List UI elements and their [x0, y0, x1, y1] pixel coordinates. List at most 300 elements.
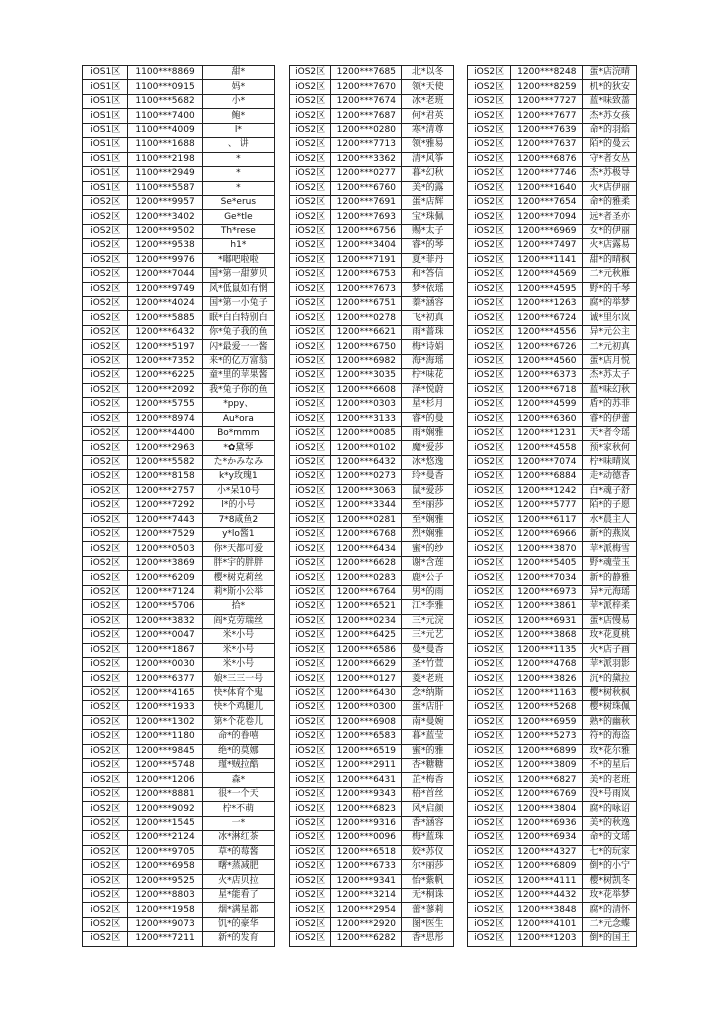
- account-id-cell: 1200***0030: [128, 657, 202, 671]
- table-row: [290, 268, 454, 282]
- server-cell: iOS2区: [468, 860, 511, 874]
- account-id-cell: 1200***6518: [331, 845, 402, 859]
- account-id-cell: 1200***6519: [331, 744, 402, 758]
- account-id-cell: 1200***6209: [128, 571, 202, 585]
- table-row: [83, 499, 275, 513]
- server-cell: iOS2区: [468, 600, 511, 614]
- account-id-cell: 1200***8881: [128, 787, 202, 801]
- winner-table-middle: [289, 65, 454, 947]
- table-row: [290, 903, 454, 917]
- account-id-cell: 1200***4569: [511, 268, 583, 282]
- table-row: [468, 484, 637, 498]
- table-row: [83, 239, 275, 253]
- nickname-cell: 异*元公主: [583, 325, 637, 339]
- server-cell: iOS2区: [468, 354, 511, 368]
- table-row: [83, 730, 275, 744]
- table-row: [468, 528, 637, 542]
- table-row: [83, 759, 275, 773]
- table-row: [468, 325, 637, 339]
- account-id-cell: 1200***1141: [511, 253, 583, 267]
- server-cell: iOS1区: [83, 167, 128, 181]
- server-cell: iOS2区: [290, 629, 331, 643]
- account-id-cell: 1200***7352: [128, 354, 202, 368]
- server-cell: iOS2区: [468, 297, 511, 311]
- nickname-cell: 寒*清尊: [402, 123, 454, 137]
- table-row: [83, 167, 275, 181]
- server-cell: iOS2区: [83, 297, 128, 311]
- table-row: [468, 701, 637, 715]
- nickname-cell: Ge*tle: [202, 210, 274, 224]
- server-cell: iOS2区: [290, 831, 331, 845]
- nickname-cell: 念*纳斯: [402, 686, 454, 700]
- table-row: [83, 614, 275, 628]
- server-cell: iOS2区: [290, 311, 331, 325]
- account-id-cell: 1200***5777: [511, 499, 583, 513]
- account-id-cell: 1200***7685: [331, 66, 402, 80]
- nickname-cell: 天*者令瑶: [583, 426, 637, 440]
- server-cell: iOS1区: [83, 181, 128, 195]
- account-id-cell: 1200***9525: [128, 874, 202, 888]
- account-id-cell: 1200***9705: [128, 845, 202, 859]
- account-id-cell: 1200***1231: [511, 426, 583, 440]
- account-id-cell: 1200***5268: [511, 701, 583, 715]
- account-id-cell: 1200***1180: [128, 730, 202, 744]
- table-row: [290, 297, 454, 311]
- nickname-cell: 水*晨主人: [583, 513, 637, 527]
- nickname-cell: 三*元艺: [402, 629, 454, 643]
- nickname-cell: 野*的千琴: [583, 282, 637, 296]
- nickname-cell: 命*的羽焰: [583, 123, 637, 137]
- nickname-cell: 泽*悦蔚: [402, 383, 454, 397]
- account-id-cell: 1200***4558: [511, 441, 583, 455]
- server-cell: iOS2区: [290, 340, 331, 354]
- server-cell: iOS2区: [468, 123, 511, 137]
- server-cell: iOS2区: [468, 903, 511, 917]
- server-cell: iOS2区: [290, 556, 331, 570]
- table-row: [468, 585, 637, 599]
- server-cell: iOS2区: [83, 932, 128, 946]
- account-id-cell: 1200***6760: [331, 181, 402, 195]
- table-row: [468, 600, 637, 614]
- account-id-cell: 1200***0303: [331, 398, 402, 412]
- nickname-cell: 走*动德香: [583, 470, 637, 484]
- server-cell: iOS2区: [290, 239, 331, 253]
- server-cell: iOS2区: [83, 195, 128, 209]
- server-cell: iOS2区: [290, 455, 331, 469]
- nickname-cell: 至*丽莎: [402, 499, 454, 513]
- table-row: [468, 787, 637, 801]
- table-row: [290, 542, 454, 556]
- table-row: [468, 224, 637, 238]
- table-row: [468, 383, 637, 397]
- account-id-cell: 1200***7713: [331, 138, 402, 152]
- nickname-cell: 火*店贝拉: [202, 874, 274, 888]
- server-cell: iOS2区: [290, 94, 331, 108]
- nickname-cell: 二*元念蝶: [583, 917, 637, 931]
- server-cell: iOS2区: [468, 528, 511, 542]
- server-cell: iOS2区: [83, 398, 128, 412]
- server-cell: iOS2区: [83, 239, 128, 253]
- server-cell: iOS2区: [290, 398, 331, 412]
- server-cell: iOS2区: [290, 224, 331, 238]
- account-id-cell: 1200***1263: [511, 297, 583, 311]
- account-id-cell: 1200***6958: [128, 860, 202, 874]
- server-cell: iOS2区: [290, 109, 331, 123]
- server-cell: iOS2区: [290, 932, 331, 946]
- nickname-cell: 赐*太子: [402, 224, 454, 238]
- nickname-cell: 星*能看了: [202, 888, 274, 902]
- table-row: [83, 66, 275, 80]
- table-row: [290, 888, 454, 902]
- table-row: [290, 874, 454, 888]
- account-id-cell: 1200***5197: [128, 340, 202, 354]
- nickname-cell: 蜜*的纱: [402, 542, 454, 556]
- server-cell: iOS2区: [83, 499, 128, 513]
- table-row: [290, 383, 454, 397]
- table-row: [83, 528, 275, 542]
- table-row: [468, 455, 637, 469]
- table-row: [468, 297, 637, 311]
- nickname-cell: 香*思彤: [402, 932, 454, 946]
- server-cell: iOS2区: [468, 787, 511, 801]
- nickname-cell: た*かみなみ: [202, 455, 274, 469]
- server-cell: iOS2区: [290, 383, 331, 397]
- table-row: [290, 701, 454, 715]
- nickname-cell: 杰*苏极导: [583, 167, 637, 181]
- table-row: [468, 398, 637, 412]
- table-row: [290, 369, 454, 383]
- account-id-cell: 1100***0915: [128, 80, 202, 94]
- table-row: [83, 903, 275, 917]
- server-cell: iOS1区: [83, 80, 128, 94]
- server-cell: iOS2区: [290, 484, 331, 498]
- server-cell: iOS2区: [468, 167, 511, 181]
- account-id-cell: 1200***7654: [511, 195, 583, 209]
- nickname-cell: *ppy、: [202, 398, 274, 412]
- table-row: [290, 715, 454, 729]
- table-row: [83, 138, 275, 152]
- table-row: [290, 354, 454, 368]
- table-row: [83, 556, 275, 570]
- account-id-cell: 1200***6360: [511, 412, 583, 426]
- account-id-cell: 1200***9845: [128, 744, 202, 758]
- table-row: [290, 412, 454, 426]
- nickname-cell: 梧*首丝: [402, 787, 454, 801]
- nickname-cell: 甜*的晴枫: [583, 253, 637, 267]
- nickname-cell: 女*的伊丽: [583, 224, 637, 238]
- table-row: [468, 369, 637, 383]
- table-row: [468, 152, 637, 166]
- table-row: [468, 513, 637, 527]
- table-row: [468, 441, 637, 455]
- account-id-cell: 1200***7529: [128, 528, 202, 542]
- nickname-cell: 蛋*店月悦: [583, 354, 637, 368]
- server-cell: iOS2区: [290, 773, 331, 787]
- server-cell: iOS2区: [83, 715, 128, 729]
- account-id-cell: 1200***7044: [128, 268, 202, 282]
- account-id-cell: 1200***1958: [128, 903, 202, 917]
- account-id-cell: 1200***4768: [511, 657, 583, 671]
- server-cell: iOS2区: [83, 412, 128, 426]
- server-cell: iOS2区: [468, 513, 511, 527]
- nickname-cell: 和*答信: [402, 268, 454, 282]
- server-cell: iOS2区: [468, 455, 511, 469]
- account-id-cell: 1200***0234: [331, 614, 402, 628]
- account-id-cell: 1200***7124: [128, 585, 202, 599]
- nickname-cell: 蛋*店肝: [402, 701, 454, 715]
- nickname-cell: 腐*的咏诏: [583, 802, 637, 816]
- server-cell: iOS2区: [83, 268, 128, 282]
- server-cell: iOS2区: [83, 455, 128, 469]
- server-cell: iOS2区: [83, 686, 128, 700]
- server-cell: iOS2区: [468, 282, 511, 296]
- server-cell: iOS2区: [83, 860, 128, 874]
- nickname-cell: 宝*珠佩: [402, 210, 454, 224]
- account-id-cell: 1200***6431: [331, 773, 402, 787]
- nickname-cell: 菱*老班: [402, 672, 454, 686]
- account-id-cell: 1100***8869: [128, 66, 202, 80]
- account-id-cell: 1200***6432: [331, 455, 402, 469]
- nickname-cell: 陌*的曼云: [583, 138, 637, 152]
- nickname-cell: k*y玫瑰1: [202, 470, 274, 484]
- table-row: [83, 542, 275, 556]
- nickname-cell: 命*的雅柔: [583, 195, 637, 209]
- table-row: [290, 455, 454, 469]
- table-row: [468, 282, 637, 296]
- nickname-cell: 美*的秋逸: [583, 816, 637, 830]
- table-row: [290, 643, 454, 657]
- nickname-cell: 国*第一小兔子: [202, 297, 274, 311]
- account-id-cell: 1200***2954: [331, 903, 402, 917]
- account-id-cell: 1200***7094: [511, 210, 583, 224]
- account-id-cell: 1200***6756: [331, 224, 402, 238]
- table-row: [83, 932, 275, 946]
- account-id-cell: 1200***4101: [511, 917, 583, 931]
- server-cell: iOS2区: [468, 744, 511, 758]
- server-cell: iOS2区: [83, 470, 128, 484]
- nickname-cell: 暮*幻秋: [402, 167, 454, 181]
- server-cell: iOS2区: [468, 80, 511, 94]
- nickname-cell: 清*风筝: [402, 152, 454, 166]
- server-cell: iOS2区: [468, 138, 511, 152]
- account-id-cell: 1100***4009: [128, 123, 202, 137]
- server-cell: iOS2区: [83, 325, 128, 339]
- server-cell: iOS2区: [290, 297, 331, 311]
- table-row: [290, 816, 454, 830]
- server-cell: iOS2区: [83, 354, 128, 368]
- table-row: [83, 773, 275, 787]
- nickname-cell: 南*曼婉: [402, 715, 454, 729]
- account-id-cell: 1200***6373: [511, 369, 583, 383]
- table-row: [290, 657, 454, 671]
- nickname-cell: 江*李雅: [402, 600, 454, 614]
- server-cell: iOS2区: [290, 816, 331, 830]
- nickname-cell: 梅*蓝珠: [402, 831, 454, 845]
- nickname-cell: 柠*味晴岚: [583, 455, 637, 469]
- account-id-cell: 1200***6117: [511, 513, 583, 527]
- account-id-cell: 1200***3133: [331, 412, 402, 426]
- account-id-cell: 1200***3869: [128, 556, 202, 570]
- account-id-cell: 1200***4432: [511, 888, 583, 902]
- table-row: [468, 268, 637, 282]
- account-id-cell: 1200***3868: [511, 629, 583, 643]
- table-row: [83, 224, 275, 238]
- table-row: [468, 657, 637, 671]
- account-id-cell: 1200***0096: [331, 831, 402, 845]
- nickname-cell: y*lo酱1: [202, 528, 274, 542]
- account-id-cell: 1200***0283: [331, 571, 402, 585]
- nickname-cell: 杏*糖糖: [402, 759, 454, 773]
- nickname-cell: 预*家秋何: [583, 441, 637, 455]
- table-row: [468, 571, 637, 585]
- nickname-cell: 草*的莓酱: [202, 845, 274, 859]
- server-cell: iOS2区: [83, 282, 128, 296]
- account-id-cell: 1200***0102: [331, 441, 402, 455]
- nickname-cell: 倒*的小宁: [583, 860, 637, 874]
- server-cell: iOS2区: [468, 152, 511, 166]
- server-cell: iOS2区: [468, 571, 511, 585]
- account-id-cell: 1200***4111: [511, 874, 583, 888]
- nickname-cell: 蛋*店浣晴: [583, 66, 637, 80]
- table-row: [83, 210, 275, 224]
- table-row: [468, 802, 637, 816]
- nickname-cell: 新*的静雅: [583, 571, 637, 585]
- server-cell: iOS2区: [290, 325, 331, 339]
- nickname-cell: 来*的亿万富翁: [202, 354, 274, 368]
- account-id-cell: 1200***6608: [331, 383, 402, 397]
- table-row: [468, 816, 637, 830]
- account-id-cell: 1200***6726: [511, 340, 583, 354]
- table-row: [83, 297, 275, 311]
- account-id-cell: 1200***7497: [511, 239, 583, 253]
- account-id-cell: 1200***3404: [331, 239, 402, 253]
- table-row: [290, 744, 454, 758]
- server-cell: iOS2区: [83, 917, 128, 931]
- nickname-cell: 腐*的举梦: [583, 297, 637, 311]
- account-id-cell: 1200***3861: [511, 600, 583, 614]
- table-row: [83, 123, 275, 137]
- nickname-cell: 二*元初真: [583, 340, 637, 354]
- table-row: [468, 109, 637, 123]
- table-row: [468, 80, 637, 94]
- account-id-cell: 1200***7292: [128, 499, 202, 513]
- server-cell: iOS2区: [468, 325, 511, 339]
- account-id-cell: 1200***6934: [511, 831, 583, 845]
- nickname-cell: 阎*克劳瑞丝: [202, 614, 274, 628]
- server-cell: iOS2区: [290, 542, 331, 556]
- table-row: [290, 441, 454, 455]
- nickname-cell: 命*的眷嘻: [202, 730, 274, 744]
- table-row: [83, 831, 275, 845]
- table-body: [468, 66, 637, 947]
- table-row: [290, 585, 454, 599]
- account-id-cell: 1200***6628: [331, 556, 402, 570]
- server-cell: iOS2区: [468, 556, 511, 570]
- server-cell: iOS2区: [468, 253, 511, 267]
- server-cell: iOS2区: [290, 643, 331, 657]
- table-row: [83, 701, 275, 715]
- nickname-cell: Se*erus: [202, 195, 274, 209]
- nickname-cell: 快*个鸡腿儿: [202, 701, 274, 715]
- nickname-cell: 米*小号: [202, 657, 274, 671]
- account-id-cell: 1200***3832: [128, 614, 202, 628]
- table-row: [290, 253, 454, 267]
- server-cell: iOS2区: [83, 773, 128, 787]
- account-id-cell: 1200***6969: [511, 224, 583, 238]
- server-cell: iOS2区: [468, 470, 511, 484]
- server-cell: iOS2区: [290, 499, 331, 513]
- account-id-cell: 1200***4599: [511, 398, 583, 412]
- nickname-cell: 蛋*店辉: [402, 195, 454, 209]
- account-id-cell: 1200***1302: [128, 715, 202, 729]
- table-row: [290, 94, 454, 108]
- account-id-cell: 1200***7691: [331, 195, 402, 209]
- table-row: [83, 787, 275, 801]
- table-row: [290, 932, 454, 946]
- account-id-cell: 1200***9538: [128, 239, 202, 253]
- table-row: [290, 109, 454, 123]
- account-id-cell: 1200***6432: [128, 325, 202, 339]
- nickname-cell: 玫*花夏桃: [583, 629, 637, 643]
- account-id-cell: 1200***2092: [128, 383, 202, 397]
- nickname-cell: 沉*的黛拉: [583, 672, 637, 686]
- account-id-cell: 1200***1242: [511, 484, 583, 498]
- server-cell: iOS2区: [83, 210, 128, 224]
- nickname-cell: 腐*的清怀: [583, 903, 637, 917]
- server-cell: iOS2区: [83, 556, 128, 570]
- table-row: [468, 614, 637, 628]
- server-cell: iOS2区: [83, 802, 128, 816]
- table-row: [468, 845, 637, 859]
- account-id-cell: 1200***0300: [331, 701, 402, 715]
- nickname-cell: *嘟吧啦啦: [202, 253, 274, 267]
- table-row: [468, 340, 637, 354]
- nickname-cell: 第*个花卷儿: [202, 715, 274, 729]
- server-cell: iOS2区: [468, 268, 511, 282]
- server-cell: iOS2区: [468, 773, 511, 787]
- server-cell: iOS2区: [83, 383, 128, 397]
- account-id-cell: 1200***5748: [128, 759, 202, 773]
- nickname-cell: 守*者女丛: [583, 152, 637, 166]
- table-row: [468, 860, 637, 874]
- nickname-cell: 香*涵容: [402, 816, 454, 830]
- table-row: [468, 686, 637, 700]
- account-id-cell: 1200***5273: [511, 730, 583, 744]
- nickname-cell: 森*: [202, 773, 274, 787]
- table-row: [83, 513, 275, 527]
- server-cell: iOS2区: [83, 585, 128, 599]
- nickname-cell: 雨*娴雅: [402, 426, 454, 440]
- nickname-cell: 饥*的豪华: [202, 917, 274, 931]
- nickname-cell: 无*桐诛: [402, 888, 454, 902]
- table-row: [290, 210, 454, 224]
- table-row: [290, 571, 454, 585]
- account-id-cell: 1200***4560: [511, 354, 583, 368]
- account-id-cell: 1200***2963: [128, 441, 202, 455]
- nickname-cell: 至*娴雅: [402, 513, 454, 527]
- server-cell: iOS2区: [468, 845, 511, 859]
- nickname-cell: 曙*蒸减肥: [202, 860, 274, 874]
- server-cell: iOS2区: [468, 730, 511, 744]
- account-id-cell: 1200***6936: [511, 816, 583, 830]
- account-id-cell: 1200***6751: [331, 297, 402, 311]
- server-cell: iOS2区: [290, 369, 331, 383]
- server-cell: iOS2区: [83, 513, 128, 527]
- server-cell: iOS2区: [468, 484, 511, 498]
- account-id-cell: 1200***3870: [511, 542, 583, 556]
- nickname-cell: 米*小号: [202, 643, 274, 657]
- table-row: [290, 195, 454, 209]
